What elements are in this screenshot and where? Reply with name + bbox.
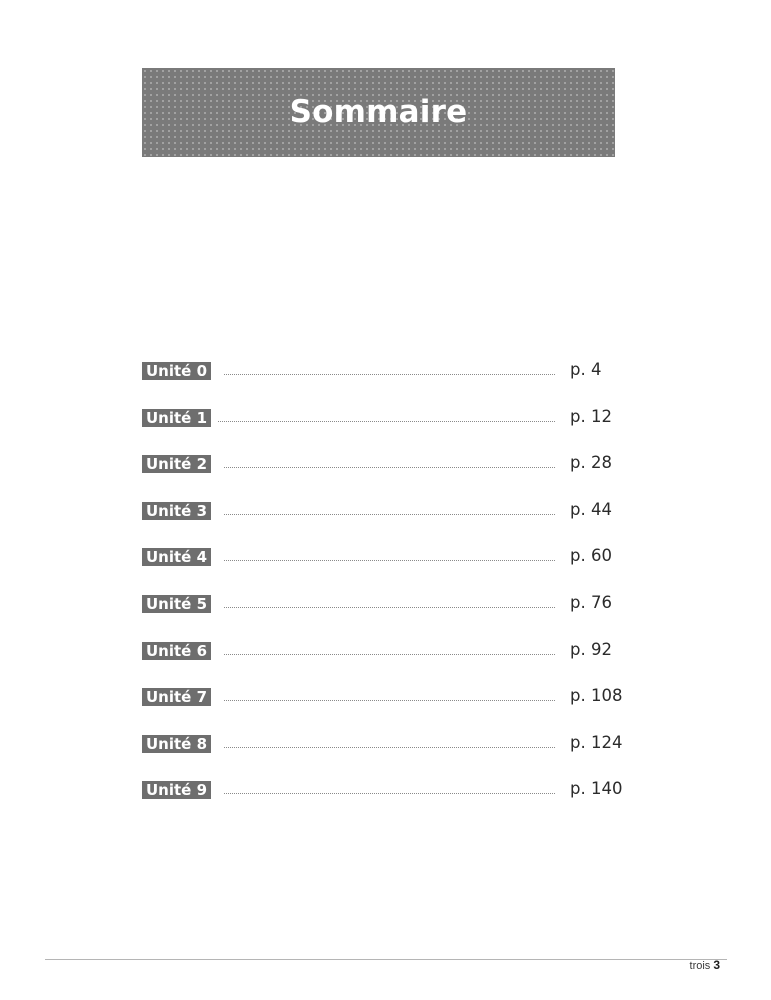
unit-label: Unité 6 xyxy=(142,642,211,660)
page-title: Sommaire xyxy=(289,93,468,130)
dot-leader xyxy=(224,793,555,794)
dot-leader xyxy=(218,421,555,422)
dot-leader xyxy=(224,700,555,701)
page-reference: p. 4 xyxy=(570,360,602,379)
dot-leader xyxy=(224,654,555,655)
unit-label: Unité 4 xyxy=(142,548,211,566)
toc-entry-unit-0[interactable] xyxy=(142,360,642,407)
toc-entry-unit-5[interactable] xyxy=(142,593,642,640)
page-reference: p. 60 xyxy=(570,546,612,566)
dot-leader xyxy=(224,560,555,561)
unit-label: Unité 9 xyxy=(142,781,211,799)
page-reference: p. 28 xyxy=(570,453,612,473)
unit-label: Unité 7 xyxy=(142,688,211,706)
dot-leader xyxy=(224,607,555,608)
toc-entry-unit-6[interactable] xyxy=(142,640,642,687)
dot-leader xyxy=(224,374,555,375)
unit-label: Unité 3 xyxy=(142,502,211,520)
unit-label: Unité 2 xyxy=(142,455,211,473)
toc-entry-unit-8[interactable] xyxy=(142,733,642,780)
toc-entry-unit-7[interactable] xyxy=(142,686,642,733)
unit-label: Unité 5 xyxy=(142,595,211,613)
unit-label: Unité 0 xyxy=(142,362,211,380)
page-reference: p. 140 xyxy=(570,779,623,799)
page-number: 3 xyxy=(713,958,720,972)
footer-divider xyxy=(45,959,727,960)
toc-entry-unit-3[interactable] xyxy=(142,500,642,547)
page-reference: p. 124 xyxy=(570,732,623,752)
unit-label: Unité 1 xyxy=(142,409,211,427)
dot-leader xyxy=(224,467,555,468)
toc-entry-unit-2[interactable] xyxy=(142,453,642,500)
page-reference: p. 108 xyxy=(570,686,623,706)
toc-entry-unit-4[interactable] xyxy=(142,546,642,593)
title-banner xyxy=(142,68,615,157)
table-of-contents xyxy=(142,360,642,826)
unit-label: Unité 8 xyxy=(142,735,211,753)
page-reference: p. 92 xyxy=(570,639,612,659)
dot-leader xyxy=(224,747,555,748)
page-number-word: trois xyxy=(689,960,711,972)
page-reference: p. 44 xyxy=(570,499,612,519)
dot-leader xyxy=(224,514,555,515)
page-footer xyxy=(690,958,720,972)
page-reference: p. 76 xyxy=(570,592,612,612)
toc-entry-unit-9[interactable] xyxy=(142,779,642,826)
page-reference: p. 12 xyxy=(570,406,612,426)
toc-entry-unit-1[interactable] xyxy=(142,407,642,454)
